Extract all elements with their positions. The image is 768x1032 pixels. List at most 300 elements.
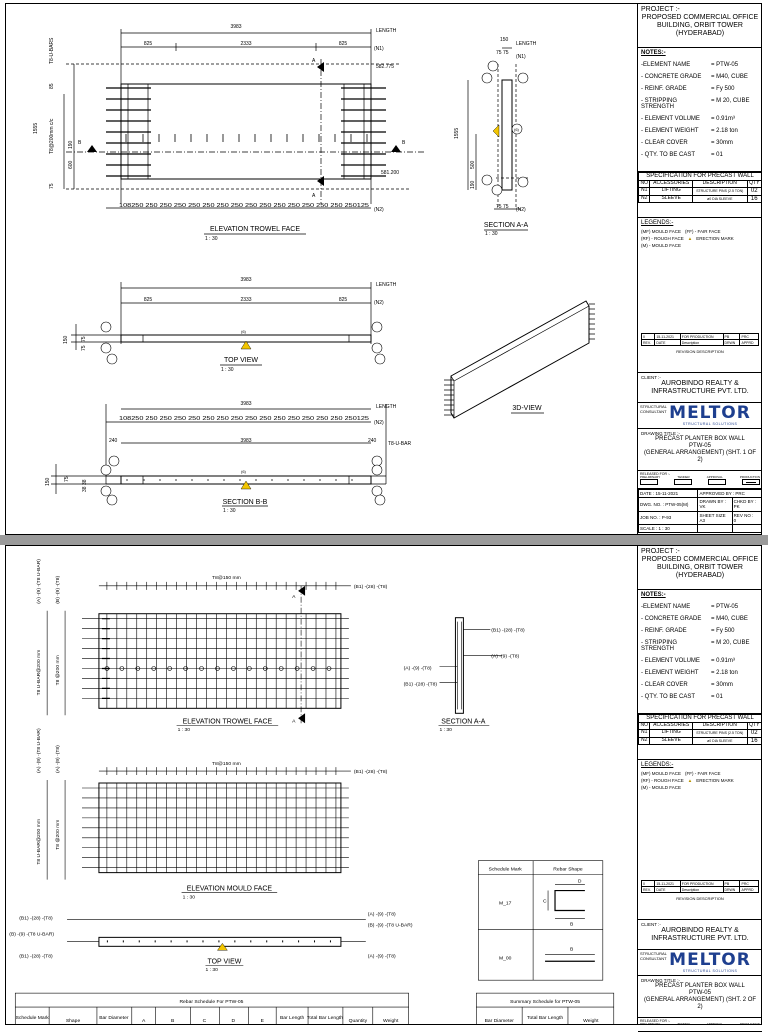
note-key: - REINF. GRADE	[641, 85, 687, 92]
s2-top-callout-left-3: (B1) -(28) -(T8)	[19, 954, 53, 960]
spec-cell: STRUCTURE PINS (2.5 TON)	[692, 187, 747, 195]
released-option: PRODUCTION	[739, 1022, 760, 1027]
s2-left-callout-b: (B) -(9) -(T8)	[56, 575, 62, 604]
section-aa-dim-1555: 1555	[454, 127, 460, 139]
top-view-dim-n2: (N2)	[374, 300, 384, 306]
note-value: = 30mm	[711, 682, 733, 689]
elev-section-mark-top: A	[312, 58, 316, 64]
note-row	[641, 658, 759, 665]
rebar-elevation-trowel-grid	[47, 582, 351, 725]
note-value: = 01	[711, 152, 723, 159]
consultant-label: STRUCTURAL CONSULTANT	[640, 951, 667, 961]
shape-dim-c: C	[543, 899, 547, 905]
chkd-value: PK	[733, 504, 740, 510]
spec-table	[638, 172, 762, 203]
released-label: RELEASED FOR :-	[640, 472, 671, 476]
note-value: = 30mm	[711, 140, 733, 147]
released-option: PRELIMINARY	[640, 475, 661, 480]
spec-header: QTY	[747, 180, 761, 187]
note-key: - QTY. TO BE CAST	[641, 152, 696, 159]
drawing-code: PTW-05	[689, 443, 711, 450]
note-value: = PTW-05	[711, 603, 739, 610]
note-key: - ELEMENT VOLUME	[641, 658, 700, 665]
rebar-sched-header: Schedule Mark	[15, 1016, 49, 1022]
note-row	[641, 98, 759, 112]
spec-cell: SLEEVE	[650, 737, 693, 745]
rebar-elevation-mould-grid	[47, 767, 351, 880]
sheet-size-value: A3	[699, 517, 705, 523]
rev-header: APPRD	[740, 887, 759, 893]
approved-label: APPROVED BY :	[699, 491, 735, 496]
section-bb-dim-length: LENGTH	[376, 404, 397, 410]
drawing-code: PTW-05	[689, 990, 711, 997]
legend-item: (M) - MOULD FACE	[641, 243, 681, 249]
note-key: - CLEAR COVER	[641, 682, 688, 689]
rebar-sched-header: C	[202, 1019, 207, 1024]
top-view-drawing	[71, 282, 371, 350]
notes-label: NOTES:-	[641, 50, 666, 56]
summary-schedule-title: Summary Schedule for PTW-05	[510, 1000, 581, 1006]
top-view-dim-75b: 75	[81, 345, 87, 351]
note-value: = 2.18 ton	[711, 670, 738, 677]
released-option: PRELIMINARY	[640, 1022, 661, 1027]
note-key: - CLEAR COVER	[641, 140, 688, 147]
note-row	[641, 604, 759, 611]
section-aa-dim-7575-bottom: 75 75	[496, 204, 509, 210]
consultant-label: STRUCTURAL CONSULTANT	[640, 404, 667, 414]
rev-cell: FOR PRODUCTION	[680, 881, 723, 887]
elev-b-mark-left: B	[78, 140, 82, 146]
top-view-dim-length: LENGTH	[376, 282, 397, 288]
drawing-title: PRECAST PLANTER BOX WALL	[655, 436, 745, 443]
drawing-title: PRECAST PLANTER BOX WALL	[655, 983, 745, 990]
note-value: = M40, CUBE	[711, 615, 748, 622]
note-row	[641, 62, 759, 69]
released-option: TENDER	[677, 1022, 690, 1027]
elev-dim-n1: (N1)	[374, 46, 384, 52]
note-key: - REINF. GRADE	[641, 627, 687, 634]
elev-left-dim-190: 190	[68, 140, 74, 149]
legend-item: ERECTION MARK	[696, 778, 734, 784]
note-key: - STRIPPING STRENGTH	[641, 639, 678, 653]
legend-row	[641, 778, 759, 783]
section-aa-dim-n2: (N2)	[516, 207, 526, 213]
spec-cell: N2	[639, 195, 650, 203]
note-key: - ELEMENT WEIGHT	[641, 128, 699, 135]
date-label: DATE :	[640, 491, 655, 496]
s2-bar-callout: (B1) -(28) -(T8)	[353, 584, 388, 590]
rev-no-value: 0	[733, 517, 737, 523]
company-logo-sub: STRUCTURAL SOLUTIONS	[682, 969, 738, 973]
spec-header: ACCESSORIES	[650, 180, 693, 187]
s2-top-callout-right-3: (A) -(9) -(T8)	[367, 954, 396, 960]
note-value: = M40, CUBE	[711, 73, 748, 80]
rev-header: APPRD	[740, 340, 759, 346]
rebar-sched-header: D	[231, 1019, 236, 1024]
shape-dim-b: B	[569, 922, 574, 928]
rev-header: Description	[680, 340, 723, 346]
title-block-sheet-2	[637, 546, 762, 1027]
section-aa-mark-6: (6)	[514, 127, 519, 132]
s2-section-mark-bottom: A	[292, 719, 296, 725]
scale-label: SCALE :	[640, 525, 658, 531]
rev-header: DRWN	[723, 340, 740, 346]
rev-cell: 15-11-2021	[655, 881, 680, 887]
spec-cell: 16	[747, 737, 761, 745]
s2-elevation-trowel-scale: 1 : 30	[177, 728, 191, 734]
spec-title: SPECIFICATION FOR PRECAST WALL	[639, 173, 762, 181]
legend-item: (FF) - FAIR FACE	[685, 770, 721, 776]
spec-cell: ø0 DIA SLEEVE	[692, 737, 747, 745]
section-bb-dim-3838: 38 38	[82, 479, 88, 492]
section-bb-mark-6: (6)	[241, 469, 246, 474]
erection-mark-icon: ▲	[687, 778, 693, 784]
notes-label: NOTES:-	[641, 592, 666, 598]
drawing-title-label: DRAWING TITLE :-	[641, 978, 681, 983]
drawing-sheet-2	[5, 545, 762, 1025]
note-value: = M 20, CUBE	[711, 639, 750, 646]
section-aa-title: SECTION A-A	[483, 222, 529, 229]
client-label: CLIENT :-	[641, 922, 661, 927]
dwg-value: PTW-05(M)	[665, 501, 689, 507]
rebar-schedule-title: Rebar Schedule For PTW-05	[179, 1000, 244, 1006]
rev-header: DRWN	[723, 887, 740, 893]
meta-table	[638, 489, 762, 533]
spec-cell: SLEEVE	[650, 195, 693, 203]
note-value: = Fy 500	[711, 627, 735, 634]
summary-header: Weight	[583, 1019, 599, 1024]
section-aa-dim-length: LENGTH	[516, 41, 537, 47]
s2-top-callout-left-1: (B1) -(28) -(T8)	[19, 916, 53, 922]
drawn-value: VK	[699, 504, 706, 510]
rev-cell: 0	[642, 881, 655, 887]
note-value: = PTW-05	[711, 61, 739, 68]
s2-section-callout-1: (B1) -(28) -(T8)	[491, 628, 525, 634]
s2-section-aa-scale: 1 : 30	[439, 728, 452, 734]
spec-header: DESCRIPTION	[692, 180, 747, 187]
section-aa-dim-150: 150	[500, 37, 509, 43]
rebar-sched-header: A	[142, 1019, 146, 1024]
rebar-schedule-table	[15, 993, 408, 1024]
section-bb-dim-total: 3983	[240, 401, 252, 407]
note-row	[641, 86, 759, 93]
3d-view-drawing	[444, 301, 595, 418]
chkd-label: CHKD BY :	[733, 499, 756, 505]
legend-row	[641, 243, 759, 248]
spec-header: NO	[640, 721, 648, 728]
note-row	[641, 628, 759, 635]
note-row	[641, 616, 759, 623]
s2-mould-left-callout-b: (A) -(9) -(T8)	[56, 745, 62, 774]
section-aa-dim-n1: (N1)	[516, 54, 526, 60]
legend-item: (FF) - FAIR FACE	[685, 228, 721, 234]
released-option: APPROVAL	[706, 1022, 723, 1027]
note-key: - CONCRETE GRADE	[641, 615, 702, 622]
spec-cell: 02	[747, 187, 761, 195]
s2-mould-bar-top: T8@150 mm	[211, 762, 241, 768]
spec-cell: LIFTING	[650, 187, 693, 195]
revision-table	[641, 333, 759, 346]
rev-cell: PB	[723, 881, 740, 887]
elev-level-top: 582.775	[376, 64, 395, 70]
section-aa-scale: 1 : 30	[485, 231, 498, 237]
s2-section-mark-top: A	[292, 594, 296, 600]
note-value: = M 20, CUBE	[711, 97, 750, 104]
spec-header: ACCESSORIES	[650, 722, 693, 729]
project-name: PROPOSED COMMERCIAL OFFICE BUILDING, ORBIT TOWER (HYDERABAD)	[641, 14, 759, 38]
released-label: RELEASED FOR :-	[640, 1019, 671, 1023]
s2-mould-left-ubar: T8 U-BAR@200 mm	[37, 819, 43, 865]
rebar-shape-table	[478, 861, 602, 981]
released-checkbox	[708, 479, 726, 485]
rev-header: DATE	[655, 887, 680, 893]
note-row	[641, 640, 759, 654]
shape-dim-d: D	[577, 879, 582, 885]
rev-header: REV.	[642, 340, 655, 346]
elev-left-dim-600: 600	[68, 160, 74, 169]
rev-cell: PRC	[740, 334, 759, 340]
legend-item: ERECTION MARK	[696, 236, 734, 242]
s2-left-t8: T8 @200 mm	[56, 655, 62, 686]
section-aa-dim-500: 500	[470, 160, 476, 169]
s2-elevation-mould-title: ELEVATION MOULD FACE	[186, 885, 273, 893]
s2-top-callout-right-1: (A) -(9) -(T8)	[367, 912, 396, 918]
released-option: PRODUCTION	[739, 475, 760, 480]
section-bb-dim-75: 75	[64, 476, 70, 482]
section-bb-dim-3983: 3983	[240, 438, 252, 444]
top-view-mark-6: (6)	[241, 329, 246, 334]
spec-table	[638, 714, 762, 745]
section-marks-sheet1	[87, 61, 528, 505]
rev-cell: PRC	[740, 881, 759, 887]
s2-top-callout-right-2: (B) -(9) -(T8 U-BAR)	[367, 923, 413, 929]
sheet2-drawing-area	[6, 546, 634, 1024]
note-row	[641, 128, 759, 135]
spec-header: QTY	[747, 722, 761, 729]
shape-table-header-shape: Rebar Shape	[553, 867, 583, 873]
rebar-sched-header: Total Bar Length	[306, 1016, 344, 1022]
drawing-title-label: DRAWING TITLE :-	[641, 431, 681, 436]
spec-cell: STRUCTURE PINS (2.5 TON)	[692, 729, 747, 737]
section-bb-dim-240-left: 240	[109, 438, 118, 444]
note-row	[641, 116, 759, 123]
rebar-sched-header: B	[170, 1019, 175, 1024]
spec-cell: N1	[639, 187, 650, 195]
legends-label: LEGENDS:-	[641, 220, 674, 226]
note-key: - QTY. TO BE CAST	[641, 694, 696, 701]
elev-left-dim-85: 85	[49, 83, 55, 89]
dwg-label: DWG. NO. :	[640, 501, 664, 507]
project-name: PROPOSED COMMERCIAL OFFICE BUILDING, ORBIT TOWER (HYDERABAD)	[641, 556, 759, 580]
project-label: PROJECT :-	[641, 6, 680, 13]
legend-row	[641, 236, 759, 241]
s2-top-view-scale: 1 : 30	[205, 968, 218, 974]
sheet-size-label: SHEET SIZE	[699, 512, 726, 518]
elevation-trowel-face-scale: 1 : 30	[205, 236, 218, 242]
note-key: - CONCRETE GRADE	[641, 73, 702, 80]
summary-schedule-table	[476, 993, 613, 1024]
rebar-sched-header: Bar Length	[279, 1016, 305, 1022]
drawn-label: DRAWN BY :	[699, 499, 726, 505]
s2-bar-top: T8@150 mm	[211, 575, 241, 581]
date-value: 15-11-2021	[655, 491, 679, 496]
elev-left-dim-75: 75	[49, 183, 55, 189]
note-row	[641, 694, 759, 701]
spec-title: SPECIFICATION FOR PRECAST WALL	[639, 715, 762, 723]
rebar-sched-header: E	[260, 1019, 264, 1024]
s2-mould-bar-callout: (B1) -(28) -(T8)	[353, 770, 388, 776]
summary-header: Total Bar Length	[526, 1016, 564, 1022]
rev-no-label: REV NO :	[733, 512, 754, 518]
approved-value: PRC	[735, 491, 745, 496]
note-value: = 0.91m³	[711, 116, 735, 123]
legend-item: (MF) MOULD FACE	[641, 228, 681, 234]
released-checkbox	[674, 479, 692, 485]
s2-mould-left-callout-a: (A) -(9) -(T8 U-BAR)	[37, 728, 43, 774]
top-view-dim-150: 150	[63, 335, 69, 344]
spec-cell: 16	[747, 195, 761, 203]
rev-cell: 0	[642, 334, 655, 340]
rev-cell: PB	[723, 334, 740, 340]
note-value: = 2.18 ton	[711, 128, 738, 135]
s2-mould-left-t8: T8 @200 mm	[56, 819, 62, 850]
spec-cell: LIFTING	[650, 729, 693, 737]
top-view-dim-75a: 75	[81, 336, 87, 342]
legend-item: (RF) - ROUGH FACE	[641, 236, 684, 242]
spec-cell: ø0 DIA SLEEVE	[692, 195, 747, 203]
released-checkboxes	[640, 479, 760, 485]
rebar-sched-header: Weight	[383, 1019, 399, 1024]
shape-table-mark-1: M_17	[499, 901, 512, 907]
section-bb-dim-150: 150	[45, 477, 51, 486]
spec-header: DESCRIPTION	[692, 722, 747, 729]
legends-label: LEGENDS:-	[641, 762, 674, 768]
title-block-sheet-1	[637, 4, 762, 534]
page-separator	[0, 535, 768, 545]
shape-dim-b2: B	[569, 947, 574, 953]
erection-mark-icon: ▲	[687, 236, 693, 242]
s2-callout-a: (A) -(9) -(T8)	[403, 666, 432, 672]
legend-item: (M) - MOULD FACE	[641, 785, 681, 791]
note-key: - ELEMENT VOLUME	[641, 116, 700, 123]
drawing-subtitle: (GENERAL ARRANGEMENT) (SHT. 1 OF 2)	[643, 449, 757, 463]
note-row	[641, 140, 759, 147]
top-view-dim-part-3: 825	[338, 297, 348, 303]
revision-caption: REVISION DESCRIPTION	[676, 349, 724, 355]
client-name: AUROBINDO REALTY & INFRASTRUCTURE PVT. LTD.	[651, 380, 749, 396]
released-option: APPROVAL	[706, 475, 723, 480]
section-bb-ubar-label: T8-U-BAR	[388, 441, 412, 447]
spec-cell: N1	[639, 729, 650, 737]
elev-section-mark-bottom: A	[312, 193, 316, 199]
note-value: = Fy 500	[711, 85, 735, 92]
section-bb-dim-240-right: 240	[368, 438, 377, 444]
rebar-sched-header: Quantity	[348, 1019, 368, 1024]
note-value: = 0.91m³	[711, 658, 735, 665]
top-view-dim-total: 3983	[240, 277, 252, 283]
elev-left-dim-1555: 1555	[33, 122, 39, 134]
rev-header: DATE	[655, 340, 680, 346]
s2-elevation-mould-scale: 1 : 30	[182, 895, 196, 901]
3d-view-title: 3D-VIEW	[512, 405, 542, 412]
released-checkbox-checked	[742, 479, 760, 485]
s2-elevation-trowel-title: ELEVATION TROWEL FACE	[182, 718, 273, 726]
drawing-subtitle: (GENERAL ARRANGEMENT) (SHT. 2 OF 2)	[643, 996, 757, 1010]
rebar-sched-header: Shape	[65, 1019, 81, 1024]
note-value: = 01	[711, 694, 723, 701]
note-key: -ELEMENT NAME	[641, 61, 691, 68]
section-aa-dim-190: 190	[470, 180, 476, 189]
shape-table-header-mark: Schedule Mark	[488, 867, 522, 873]
elev-dim-part-3: 825	[338, 41, 348, 47]
spec-cell: N2	[639, 737, 650, 745]
legend-item: (MF) MOULD FACE	[641, 770, 681, 776]
legend-row	[641, 771, 759, 776]
job-value: P-93	[661, 515, 672, 521]
legend-row	[641, 229, 759, 234]
legend-row	[641, 785, 759, 790]
elev-b-mark-right: B	[402, 140, 406, 146]
shape-table-mark-2: M_00	[499, 956, 512, 962]
note-row	[641, 670, 759, 677]
client-name: AUROBINDO REALTY & INFRASTRUCTURE PVT. LTD.	[651, 927, 749, 943]
elev-level-bottom: 581.200	[381, 170, 400, 176]
s2-top-view-title: TOP VIEW	[207, 958, 242, 966]
company-logo: MELTOR	[669, 403, 751, 423]
top-view-dim-part-2: 2333	[240, 297, 252, 303]
scale-value: 1 : 30	[658, 525, 670, 531]
elev-dim-total: 3983	[230, 24, 242, 30]
note-row	[641, 74, 759, 81]
elev-dim-n2: (N2)	[374, 207, 384, 213]
elev-left-dim-t8: T8@200mm c/c	[49, 118, 55, 154]
legend-item: (RF) - ROUGH FACE	[641, 778, 684, 784]
rev-header: Description	[680, 887, 723, 893]
summary-header: Bar Diameter	[484, 1019, 514, 1024]
elev-bottom-dims: 108250 250 250 250 250 250 250 250 250 250 250 250 250 250 250 250125	[119, 203, 370, 209]
section-bb-title: SECTION B-B	[222, 499, 268, 506]
section-bb-top-dims: 108250 250 250 250 250 250 250 250 250 250 250 250 250 250 250 250125	[119, 416, 370, 422]
company-logo: MELTOR	[669, 950, 751, 970]
revision-caption: REVISION DESCRIPTION	[676, 896, 724, 902]
rev-header: REV.	[642, 887, 655, 893]
company-logo-sub: STRUCTURAL SOLUTIONS	[682, 422, 738, 426]
sheet1-drawing-area	[6, 4, 634, 534]
note-key: - STRIPPING STRENGTH	[641, 97, 678, 111]
spec-header: NO	[640, 179, 648, 186]
elev-dim-part-2: 2333	[240, 41, 252, 47]
s2-callout-b1: (B1) -(28) -(T8)	[403, 682, 438, 688]
elevation-trowel-face-title: ELEVATION TROWEL FACE	[210, 226, 300, 233]
note-row	[641, 152, 759, 159]
spec-cell: 02	[747, 729, 761, 737]
s2-left-ubar: T8 U-BAR@200 mm	[37, 649, 43, 696]
note-key: -ELEMENT NAME	[641, 603, 691, 610]
s2-section-callout-2: (A) -(9) -(T8)	[491, 654, 520, 660]
revision-table	[641, 880, 759, 893]
rev-cell: FOR PRODUCTION	[680, 334, 723, 340]
elev-dim-part-1: 825	[143, 41, 153, 47]
top-view-scale: 1 : 30	[221, 367, 234, 373]
elev-dim-length: LENGTH	[376, 28, 397, 34]
released-option: TENDER	[677, 475, 690, 480]
top-view-dim-part-1: 825	[143, 297, 153, 303]
section-marks-sheet2	[217, 586, 305, 950]
elevation-trowel-face-drawing	[64, 29, 426, 208]
job-label: JOB NO. :	[640, 515, 661, 521]
rev-cell: 15-11-2021	[655, 334, 680, 340]
client-label: CLIENT :-	[641, 375, 661, 380]
